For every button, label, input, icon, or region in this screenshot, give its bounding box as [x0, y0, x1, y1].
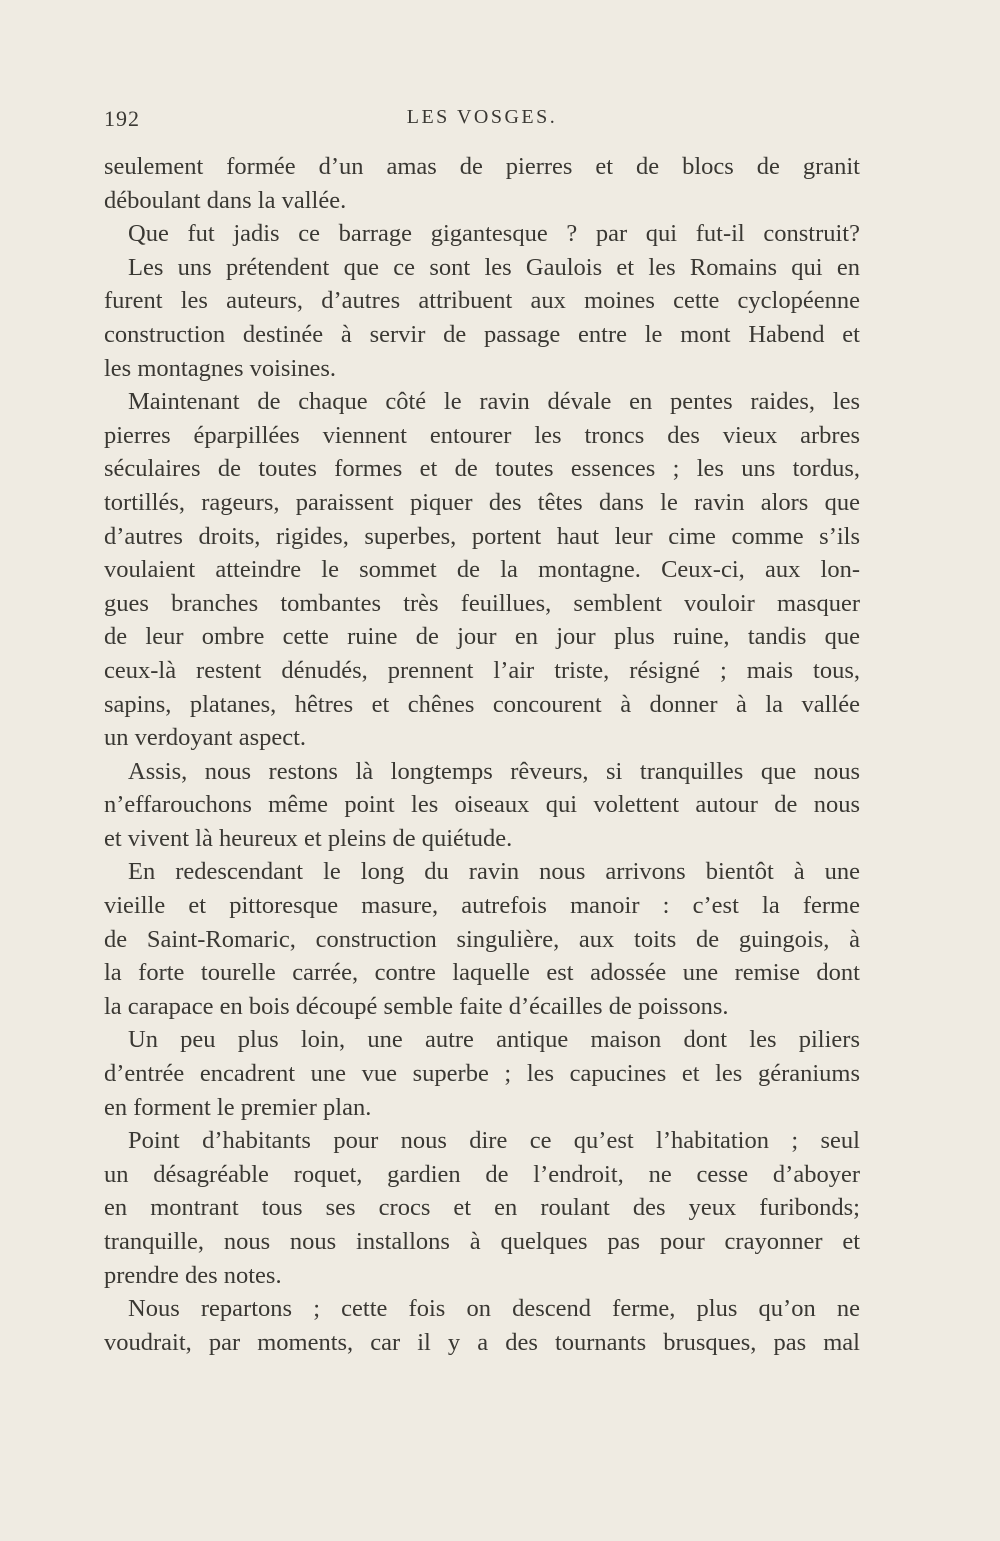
text-line: n’effarouchons même point les oiseaux qui volettent autour de nous: [104, 791, 860, 819]
body-text: [104, 150, 860, 1359]
text-line: en montrant tous ses crocs et en roulant des yeux furibonds;: [104, 1194, 860, 1222]
text-line: voudrait, par moments, car il y a des tournants brusques, pas mal: [104, 1328, 860, 1356]
text-line: en forment le premier plan.: [104, 1093, 372, 1121]
text-line: tortillés, rageurs, paraissent piquer des têtes dans le ravin alors que: [104, 488, 860, 516]
text-line: un verdoyant aspect.: [104, 724, 307, 752]
text-line: Que fut jadis ce barrage gigantesque ? par qui fut-il construit?: [128, 220, 860, 248]
text-line: sapins, platanes, hêtres et chênes concourent à donner à la vallée: [104, 690, 860, 718]
text-line: En redescendant le long du ravin nous arrivons bientôt à une: [128, 858, 860, 886]
text-line: de leur ombre cette ruine de jour en jour plus ruine, tandis que: [104, 623, 860, 651]
text-line: gues branches tombantes très feuillues, semblent vouloir masquer: [104, 589, 860, 617]
text-line: Les uns prétendent que ce sont les Gaulois et les Romains qui en: [128, 253, 860, 281]
text-line: furent les auteurs, d’autres attribuent aux moines cette cyclopéenne: [104, 287, 860, 315]
page-number: 192: [104, 106, 140, 131]
text-line: pierres éparpillées viennent entourer les troncs des vieux arbres: [104, 421, 860, 449]
text-line: Assis, nous restons là longtemps rêveurs, si tranquilles que nous: [128, 757, 860, 785]
text-line: séculaires de toutes formes et de toutes essences ; les uns tordus,: [104, 455, 860, 483]
text-line: prendre des notes.: [104, 1261, 282, 1289]
text-line: seulement formée d’un amas de pierres et de blocs de granit: [104, 153, 860, 180]
text-line: Un peu plus loin, une autre antique maison dont les piliers: [128, 1026, 860, 1054]
text-line: ceux-là restent dénudés, prennent l’air triste, résigné ; mais tous,: [104, 656, 860, 684]
text-line: d’entrée encadrent une vue superbe ; les capucines et les géraniums: [104, 1060, 860, 1088]
text-line: vieille et pittoresque masure, autrefois manoir : c’est la ferme: [104, 892, 860, 920]
running-title: LES VOSGES.: [406, 106, 558, 128]
text-line: et vivent là heureux et pleins de quiétude.: [104, 824, 513, 852]
text-line: Maintenant de chaque côté le ravin dévale en pentes raides, les: [128, 388, 860, 416]
text-line: la forte tourelle carrée, contre laquelle est adossée une remise dont: [104, 959, 860, 987]
text-line: voulaient atteindre le sommet de la montagne. Ceux-ci, aux lon-: [104, 556, 860, 584]
text-line: de Saint-Romaric, construction singulière, aux toits de guingois, à: [104, 925, 860, 953]
text-line: Point d’habitants pour nous dire ce qu’est l’habitation ; seul: [128, 1127, 860, 1155]
text-line: construction destinée à servir de passage entre le mont Habend et: [104, 320, 860, 348]
page-header: [104, 106, 860, 140]
text-line: les montagnes voisines.: [104, 354, 337, 382]
text-line: Nous repartons ; cette fois on descend ferme, plus qu’on ne: [128, 1295, 860, 1323]
text-line: déboulant dans la vallée.: [104, 186, 347, 214]
text-line: la carapace en bois découpé semble faite d’écailles de poissons.: [104, 992, 729, 1020]
text-line: d’autres droits, rigides, superbes, portent haut leur cime comme s’ils: [104, 522, 860, 550]
text-line: un désagréable roquet, gardien de l’endroit, ne cesse d’aboyer: [104, 1160, 860, 1188]
text-line: tranquille, nous nous installons à quelques pas pour crayonner et: [104, 1228, 860, 1255]
